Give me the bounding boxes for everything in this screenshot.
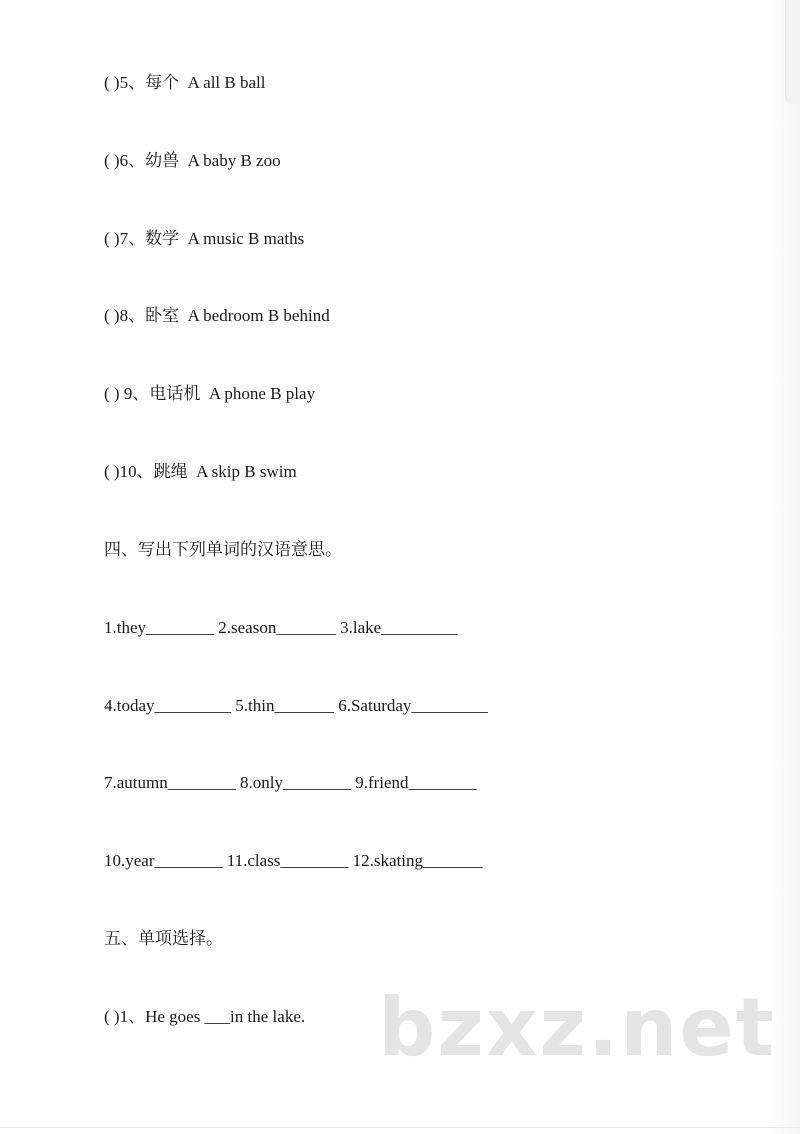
question-item-5: ( )5、每个 A all B ball xyxy=(104,73,266,92)
choice-question-1: ( )1、He goes ___in the lake. xyxy=(104,1007,306,1026)
question-item-6: ( )6、幼兽 A baby B zoo xyxy=(104,151,281,170)
question-item-7: ( )7、数学 A music B maths xyxy=(104,229,305,248)
vocab-row-4: 10.year________ 11.class________ 12.skating_______ xyxy=(104,851,483,870)
section-4-heading: 四、写出下列单词的汉语意思。 xyxy=(104,540,342,559)
question-item-9: ( ) 9、电话机 A phone B play xyxy=(104,384,316,403)
vocab-row-3: 7.autumn________ 8.only________ 9.friend________ xyxy=(104,773,477,792)
page-bottom-divider xyxy=(0,1127,800,1128)
question-item-8: ( )8、卧室 A bedroom B behind xyxy=(104,306,330,325)
question-item-10: ( )10、跳绳 A skip B swim xyxy=(104,462,297,481)
vocab-row-1: 1.they________ 2.season_______ 3.lake_________ xyxy=(104,618,458,637)
watermark-logo: bzxz.net xyxy=(378,981,776,1074)
section-5-heading: 五、单项选择。 xyxy=(104,929,223,948)
scrollbar[interactable] xyxy=(785,0,800,104)
vocab-row-2: 4.today_________ 5.thin_______ 6.Saturday_________ xyxy=(104,696,488,715)
